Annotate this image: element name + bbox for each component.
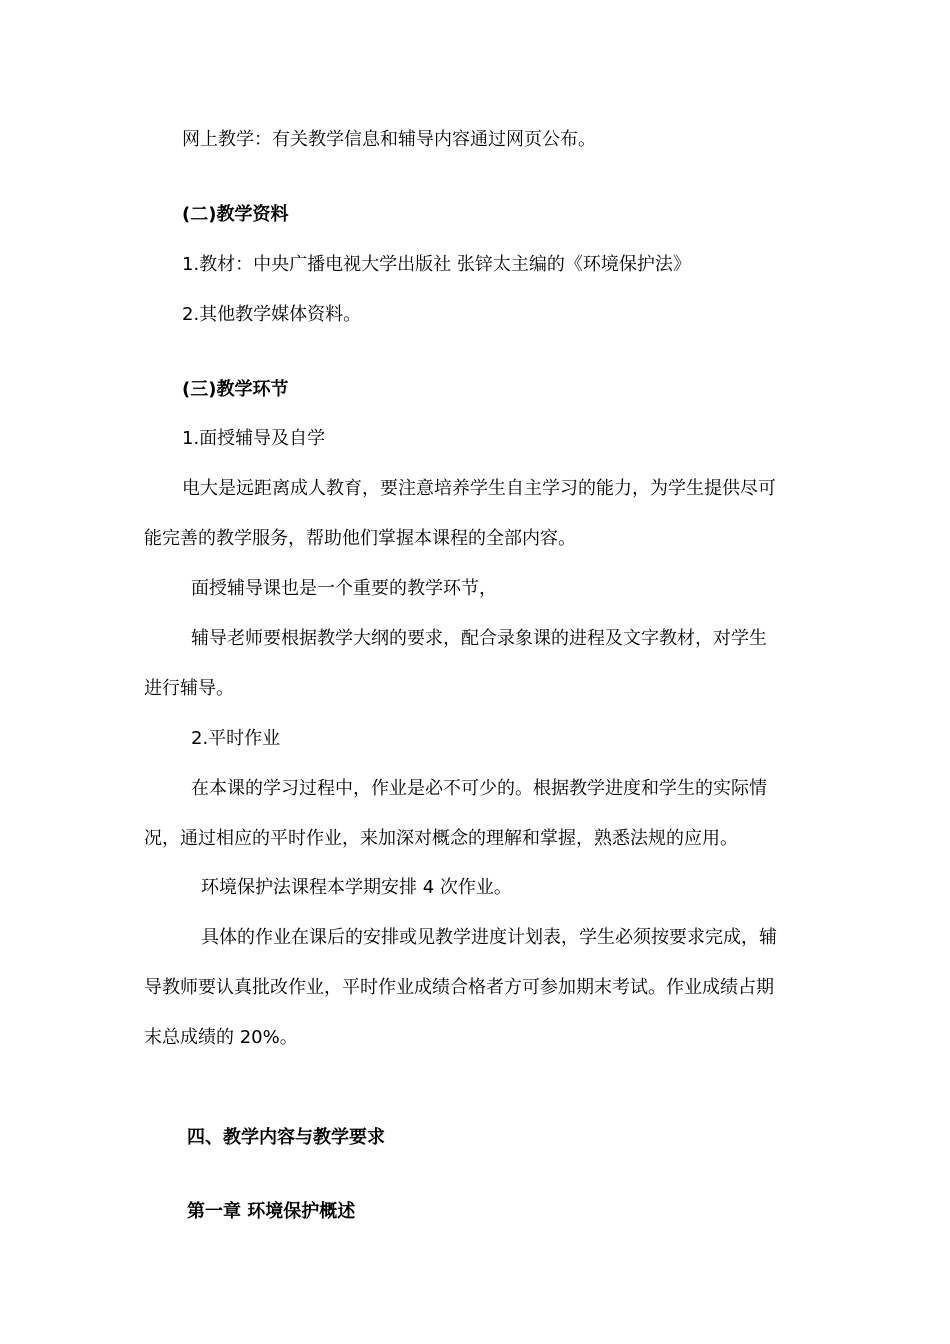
paragraph-distance-education-1: 电大是远距离成人教育，要注意培养学生自主学习的能力，为学生提供尽可: [182, 478, 776, 499]
paragraph-homework-count: 环境保护法课程本学期安排 4 次作业。: [201, 877, 512, 898]
paragraph-homework-detail-3: 末总成绩的 20%。: [144, 1027, 298, 1048]
heading-teaching-steps: (三)教学环节: [182, 379, 289, 400]
paragraph-tutoring-class: 面授辅导课也是一个重要的教学环节，: [191, 578, 497, 599]
paragraph-homework-detail-1: 具体的作业在课后的安排或见教学进度计划表，学生必须按要求完成，辅: [201, 927, 777, 948]
heading-teaching-content: 四、教学内容与教学要求: [187, 1127, 385, 1148]
paragraph-homework-1: 在本课的学习过程中，作业是必不可少的。根据教学进度和学生的实际情: [191, 778, 767, 799]
paragraph-tutor-teacher-1: 辅导老师要根据教学大纲的要求，配合录象课的进程及文字教材，对学生: [191, 628, 767, 649]
heading-chapter-one: 第一章 环境保护概述: [187, 1201, 356, 1222]
paragraph-homework-detail-2: 导教师要认真批改作业，平时作业成绩合格者方可参加期末考试。作业成绩占期: [144, 977, 774, 998]
subheading-face-to-face: 1.面授辅导及自学: [182, 428, 326, 449]
subheading-homework: 2.平时作业: [191, 728, 281, 749]
paragraph-textbook: 1.教材：中央广播电视大学出版社 张锌太主编的《环境保护法》: [182, 254, 691, 275]
paragraph-distance-education-2: 能完善的教学服务，帮助他们掌握本课程的全部内容。: [144, 528, 576, 549]
paragraph-other-media: 2.其他教学媒体资料。: [182, 304, 362, 325]
paragraph-tutor-teacher-2: 进行辅导。: [144, 678, 234, 699]
heading-teaching-materials: (二)教学资料: [182, 204, 289, 225]
paragraph-online-teaching: 网上教学：有关教学信息和辅导内容通过网页公布。: [182, 129, 596, 150]
paragraph-homework-2: 况，通过相应的平时作业，来加深对概念的理解和掌握，熟悉法规的应用。: [144, 828, 738, 849]
